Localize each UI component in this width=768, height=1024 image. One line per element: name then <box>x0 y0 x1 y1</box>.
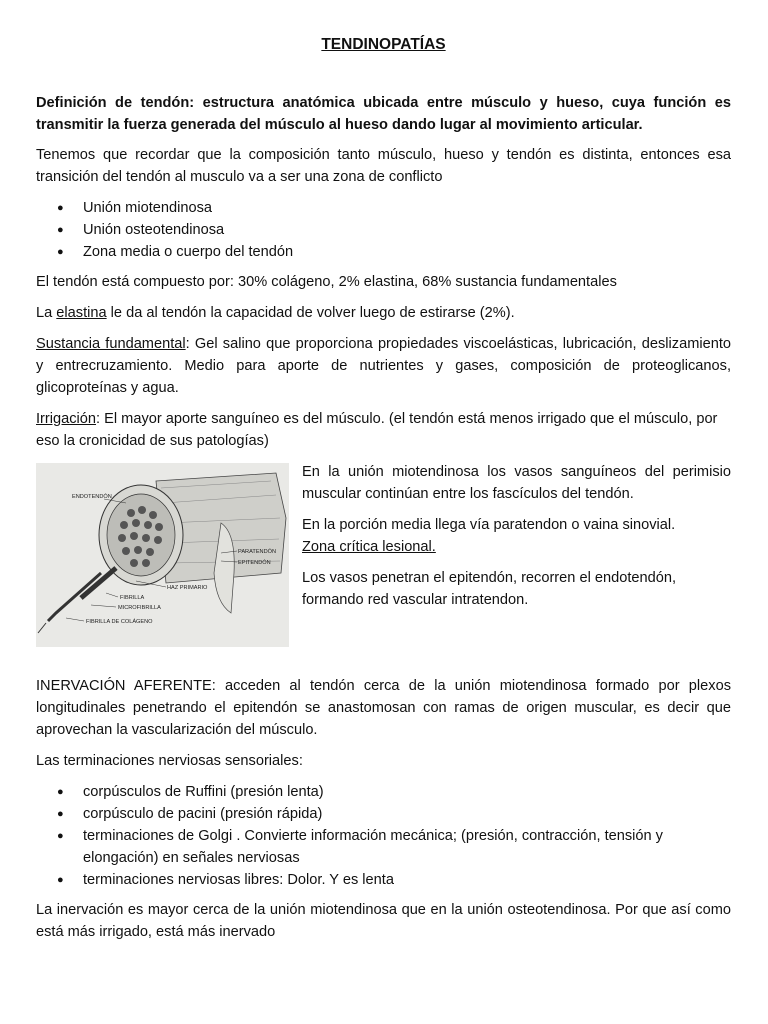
document-page <box>36 34 731 952</box>
intro-paragraph: Tenemos que recordar que la composición tanto músculo, hueso y tendón es distinta, entonces esa transición del tendón al musculo va a ser una zona de conflicto <box>36 147 731 185</box>
irrigacion-paragraph <box>36 408 731 452</box>
irrigacion-text: : El mayor aporte sanguíneo es del músculo. (el tendón está menos irrigado que el músculo, por eso la cronicidad de sus patologías) <box>36 411 718 449</box>
label-endotendon: ENDOTENDÓN <box>72 494 112 500</box>
label-epitendon: EPITENDÓN <box>238 560 271 566</box>
label-haz-primario: HAZ PRIMARIO <box>167 585 208 591</box>
label-microfibrilla: MICROFIBRILLA <box>118 605 161 611</box>
tendon-definition: Definición de tendón: estructura anatómica ubicada entre músculo y hueso, cuya función es transmitir la fuerza generada del músculo al hueso dando lugar al movimiento articular. <box>36 95 731 133</box>
figure-row <box>36 461 731 647</box>
label-fibrilla: FIBRILLA <box>120 595 145 601</box>
label-paratendon: PARATENDÓN <box>238 549 277 555</box>
sustancia-paragraph <box>36 333 731 399</box>
list-item: ● Unión miotendinosa <box>36 197 731 219</box>
list-item: ● terminaciones de Golgi . Convierte información mecánica; (presión, contracción, tensión y elongación) en señales nerviosas <box>36 825 731 869</box>
composition-paragraph: El tendón está compuesto por: 30% colágeno, 2% elastina, 68% sustancia fundamentales <box>36 274 617 290</box>
label-fibrilla-colageno: FIBRILLA DE COLÁGENO <box>86 619 153 625</box>
elastina-term: elastina <box>56 305 107 321</box>
elastina-paragraph <box>36 302 731 324</box>
tendon-structure-illustration <box>36 463 289 647</box>
vessels-paragraph-2 <box>302 514 731 558</box>
terminaciones-intro: Las terminaciones nerviosas sensoriales: <box>36 753 303 769</box>
list-item: ● corpúsculos de Ruffini (presión lenta) <box>36 781 731 803</box>
figure-side-text <box>302 461 731 620</box>
vessels-p2-text: En la porción media llega vía paratendon o vaina sinovial. <box>302 517 676 533</box>
elastina-pre: La <box>36 305 57 321</box>
sustancia-term: Sustancia fundamental <box>36 336 186 352</box>
vessels-paragraph-3: Los vasos penetran el epitendón, recorren el endotendón, formando red vascular intratendon. <box>302 570 677 608</box>
list-item: ● Unión osteotendinosa <box>36 219 731 241</box>
vessels-p2-underline: Zona crítica lesional. <box>302 539 436 555</box>
inervacion-paragraph: INERVACIÓN AFERENTE: acceden al tendón cerca de la unión miotendinosa formado por plexos longitudinales penetrando el epitendón se anastomosan con ramas de origen muscular, es decir que aprovechan la vascularización del músculo. <box>36 678 731 738</box>
terminaciones-list <box>36 781 731 891</box>
page-title: TENDINOPATÍAS <box>321 36 446 53</box>
conclusion-paragraph: La inervación es mayor cerca de la unión miotendinosa que en la unión osteotendinosa. Por que así como está más irrigado, está más inervado <box>36 902 731 940</box>
vessels-paragraph-1: En la unión miotendinosa los vasos sanguíneos del perimisio muscular continúan entre los fascículos del tendón. <box>302 464 731 502</box>
irrigacion-term: Irrigación <box>36 411 97 427</box>
list-item: ● terminaciones nerviosas libres: Dolor. Y es lenta <box>36 869 731 891</box>
list-item: ● corpúsculo de pacini (presión rápida) <box>36 803 731 825</box>
zones-list <box>36 197 731 263</box>
sustancia-text: : Gel salino que proporciona propiedades viscoelásticas, lubricación, deslizamiento y entrecruzamiento. Medio para aporte de nutrientes y gases, composición de proteoglicanos, glicoproteínas y agua. <box>36 336 732 396</box>
elastina-post: le da al tendón la capacidad de volver luego de estirarse (2%). <box>106 305 515 321</box>
list-item: ● Zona media o cuerpo del tendón <box>36 241 731 263</box>
